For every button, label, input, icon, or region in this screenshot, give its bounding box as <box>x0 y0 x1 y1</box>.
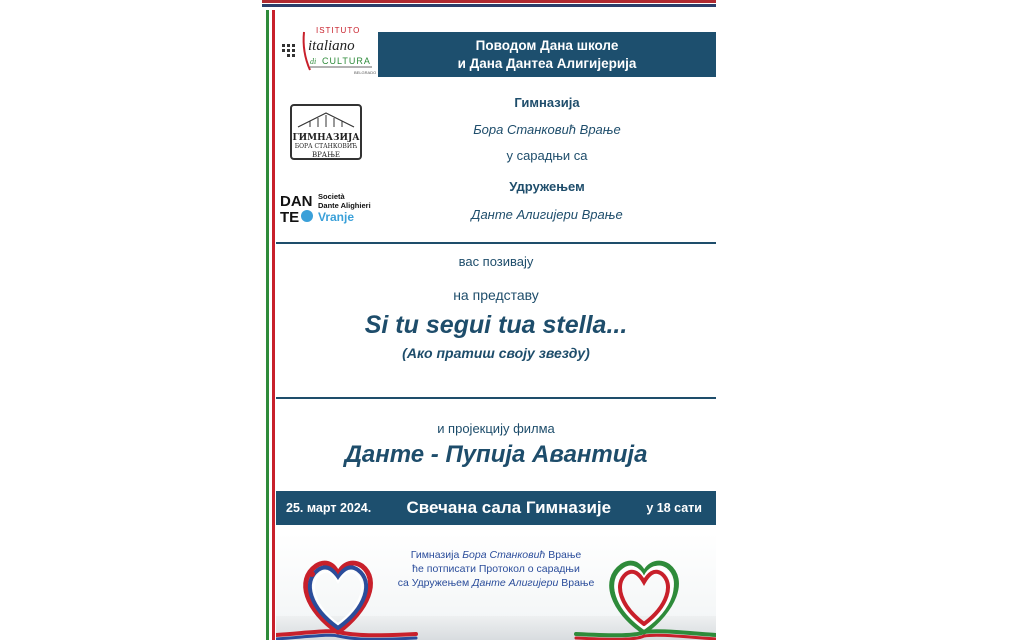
top-rule <box>262 0 716 7</box>
play-subtitle: (Ако пратиш своју звезду) <box>402 345 590 361</box>
svg-text:CULTURA: CULTURA <box>322 56 371 66</box>
collaboration-text: у сарадњи са <box>506 148 588 163</box>
svg-text:Vranje: Vranje <box>318 210 355 224</box>
film-title: Данте - Пупија Авантија <box>344 441 648 468</box>
event-time: у 18 сати <box>646 501 702 515</box>
svg-text:Società: Società <box>318 192 345 201</box>
footer-line-1: Гимназија Бора Станковић Врање <box>410 549 582 561</box>
footer-line-2: ће потписати Протокол о сарадњи <box>412 563 580 575</box>
event-date: 25. март 2024. <box>286 501 372 515</box>
divider-1 <box>276 242 716 244</box>
footer-note <box>378 548 614 590</box>
stripe-white <box>269 10 271 640</box>
play-title: Si tu segui tua stella... <box>364 311 628 339</box>
school-name: Бора Станковић Врање <box>473 122 621 137</box>
header-line-1: Поводом Дана школе <box>475 37 619 53</box>
divider-2 <box>276 397 716 399</box>
svg-text:italiano: italiano <box>308 38 355 54</box>
stripe-red <box>272 10 275 640</box>
svg-text:di: di <box>310 57 317 66</box>
svg-text:DAN: DAN <box>280 193 313 210</box>
svg-text:ISTITUTO: ISTITUTO <box>316 26 361 35</box>
gym-logo-line-3: ВРАЊЕ <box>311 151 341 159</box>
association-label: Удружењем <box>509 179 585 194</box>
event-venue: Свечана сала Гимназије <box>406 498 612 517</box>
gym-logo-line-2: БОРА СТАНКОВИЋ <box>294 143 358 150</box>
svg-text:BELGRADO: BELGRADO <box>354 70 376 75</box>
association-name: Данте Алигијери Врање <box>471 207 623 222</box>
play-intro: на представу <box>453 287 539 303</box>
school-label: Гимназија <box>514 95 580 110</box>
dante-alighieri-logo <box>280 190 376 226</box>
invites-text: вас позивају <box>458 254 534 269</box>
istituto-italiano-logo <box>280 22 376 78</box>
gymnasium-logo <box>290 104 362 160</box>
footer-line-3: са Удружењем Данте Алигијери Врање <box>397 577 595 589</box>
film-intro: и пројекцију филма <box>437 421 555 436</box>
header-line-2: и Дана Дантеа Алигијерија <box>457 55 637 71</box>
event-banner <box>276 491 716 525</box>
svg-text:Dante Alighieri: Dante Alighieri <box>318 201 371 210</box>
gym-logo-line-1: ГИМНАЗИЈА <box>292 133 360 143</box>
header-banner <box>378 32 716 77</box>
svg-text:TE: TE <box>280 209 300 226</box>
